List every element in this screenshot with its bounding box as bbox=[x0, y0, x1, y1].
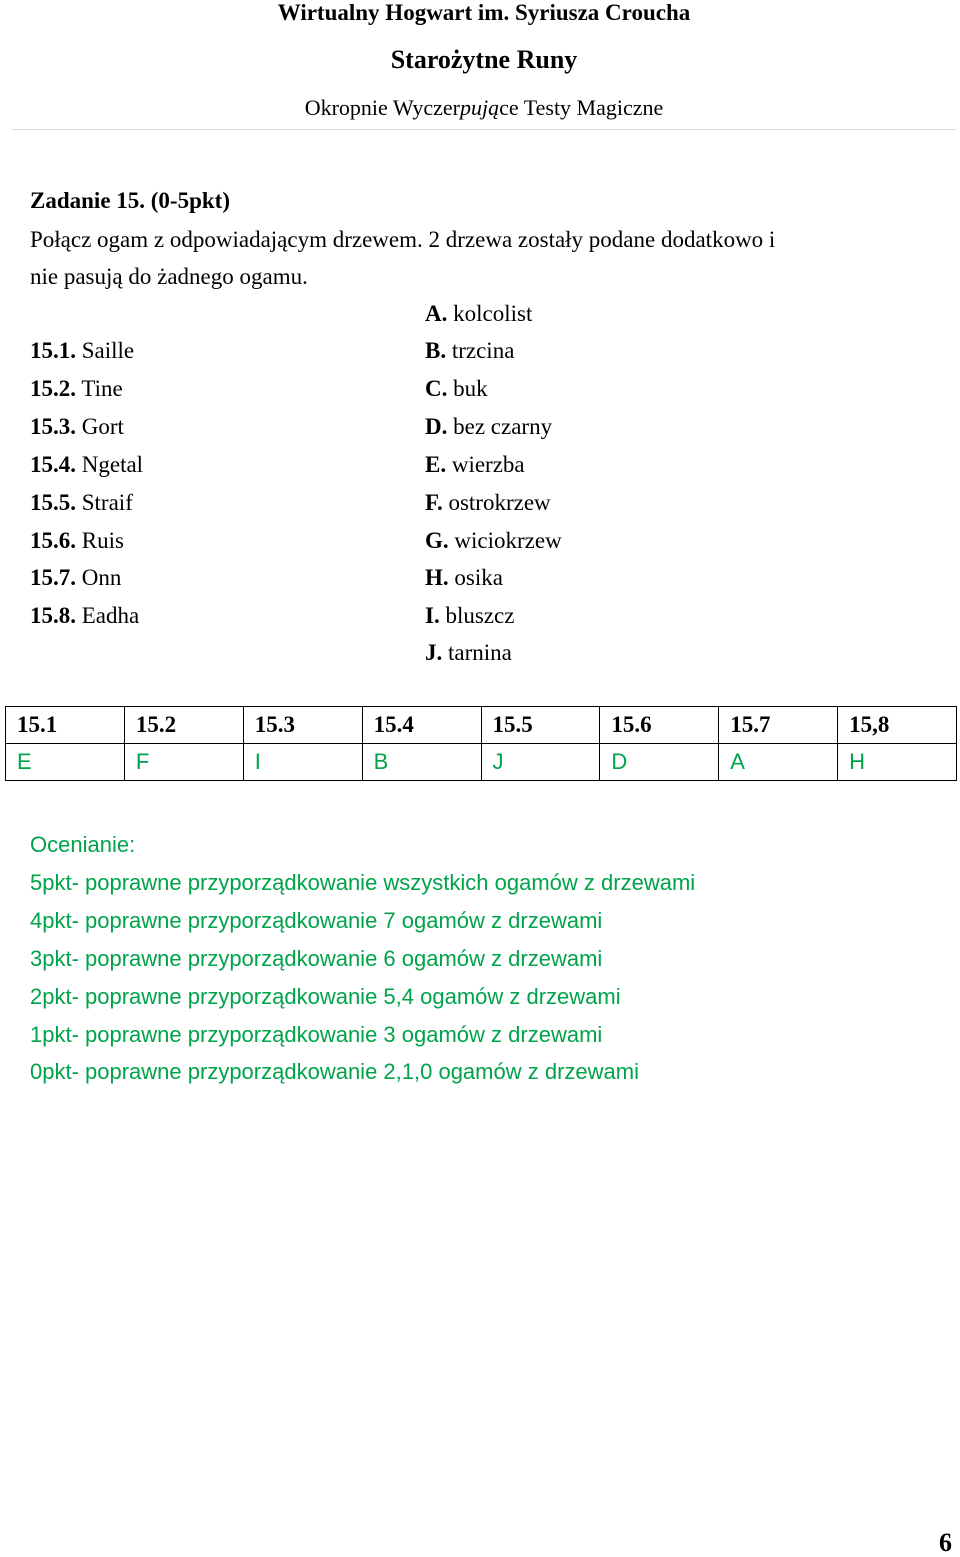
ogam-item bbox=[30, 603, 139, 629]
ogam-item bbox=[30, 376, 123, 402]
header-divider bbox=[12, 129, 956, 130]
ogam-name: Ngetal bbox=[76, 452, 144, 477]
answer-cell: A bbox=[719, 744, 838, 781]
ogam-number: 15.3. bbox=[30, 414, 76, 439]
tree-name: wiciokrzew bbox=[448, 528, 562, 553]
tree-letter: C. bbox=[425, 376, 448, 401]
grading-line: 5pkt- poprawne przyporządkowanie wszystkich ogamów z drzewami bbox=[30, 870, 696, 895]
answer-table bbox=[5, 706, 957, 781]
ogam-item bbox=[30, 528, 124, 554]
tree-item bbox=[425, 565, 503, 591]
ogam-item bbox=[30, 338, 134, 364]
answer-cell: D bbox=[600, 744, 719, 781]
ogam-number: 15.4. bbox=[30, 452, 76, 477]
tree-item bbox=[425, 490, 551, 516]
tree-letter: G. bbox=[425, 528, 449, 553]
ogam-name: Gort bbox=[76, 414, 124, 439]
subtitle-part-2: pują bbox=[459, 95, 500, 120]
tree-letter: D. bbox=[425, 414, 448, 439]
tree-name: kolcolist bbox=[447, 301, 533, 326]
ogam-name: Straif bbox=[76, 490, 133, 515]
tree-name: osika bbox=[448, 565, 503, 590]
subtitle-part-3: ce Testy Magiczne bbox=[499, 95, 664, 120]
tree-letter: I. bbox=[425, 603, 440, 628]
tree-item bbox=[425, 414, 552, 440]
page-number: 6 bbox=[939, 1528, 952, 1557]
header-school: Wirtualny Hogwart im. Syriusza Croucha bbox=[277, 0, 691, 25]
answer-header-cell: 15.6 bbox=[600, 707, 719, 744]
answer-header-cell: 15.1 bbox=[6, 707, 125, 744]
tree-letter: A. bbox=[425, 301, 448, 326]
tree-name: buk bbox=[447, 376, 488, 401]
ogam-number: 15.1. bbox=[30, 338, 76, 363]
answer-header-cell: 15.4 bbox=[362, 707, 481, 744]
tree-name: trzcina bbox=[446, 338, 515, 363]
tree-name: wierzba bbox=[446, 452, 525, 477]
answer-cell: E bbox=[6, 744, 125, 781]
tree-item bbox=[425, 528, 562, 554]
header-subject: Starożytne Runy bbox=[390, 45, 578, 74]
grading-line: 3pkt- poprawne przyporządkowanie 6 ogamów z drzewami bbox=[30, 946, 603, 971]
grading-title: Ocenianie: bbox=[30, 832, 136, 857]
ogam-item bbox=[30, 414, 124, 440]
answer-table-header-row bbox=[6, 707, 957, 744]
grading-line: 2pkt- poprawne przyporządkowanie 5,4 ogamów z drzewami bbox=[30, 984, 621, 1009]
ogam-name: Saille bbox=[76, 338, 135, 363]
tree-letter: B. bbox=[425, 338, 447, 363]
grading-line: 1pkt- poprawne przyporządkowanie 3 ogamów z drzewami bbox=[30, 1022, 603, 1047]
answer-cell: F bbox=[124, 744, 243, 781]
answer-header-cell: 15.2 bbox=[124, 707, 243, 744]
ogam-number: 15.2. bbox=[30, 376, 76, 401]
answer-cell: B bbox=[362, 744, 481, 781]
tree-item bbox=[425, 376, 488, 402]
ogam-number: 15.5. bbox=[30, 490, 76, 515]
tree-item bbox=[425, 640, 512, 666]
task-title: Zadanie 15. (0-5pkt) bbox=[30, 188, 230, 213]
header-subtitle bbox=[0, 95, 960, 121]
grading-line: 0pkt- poprawne przyporządkowanie 2,1,0 ogamów z drzewami bbox=[30, 1059, 639, 1084]
ogam-item bbox=[30, 452, 143, 478]
ogam-number: 15.8. bbox=[30, 603, 76, 628]
tree-item bbox=[425, 603, 514, 629]
answer-header-cell: 15.5 bbox=[481, 707, 600, 744]
ogam-number: 15.7. bbox=[30, 565, 76, 590]
tree-letter: H. bbox=[425, 565, 449, 590]
task-instruction-line-1: Połącz ogam z odpowiadającym drzewem. 2 drzewa zostały podane dodatkowo i bbox=[30, 227, 776, 252]
grading-line: 4pkt- poprawne przyporządkowanie 7 ogamów z drzewami bbox=[30, 908, 603, 933]
tree-name: bluszcz bbox=[439, 603, 515, 628]
answer-header-cell: 15,8 bbox=[838, 707, 957, 744]
task-instruction-line-2: nie pasują do żadnego ogamu. bbox=[30, 264, 308, 289]
answer-header-cell: 15.3 bbox=[243, 707, 362, 744]
tree-item bbox=[425, 452, 525, 478]
tree-item bbox=[425, 338, 514, 364]
answer-cell: I bbox=[243, 744, 362, 781]
tree-name: bez czarny bbox=[447, 414, 553, 439]
tree-letter: E. bbox=[425, 452, 447, 477]
subtitle-part-1: Okropnie Wyczer bbox=[304, 95, 460, 120]
answer-table-row bbox=[6, 744, 957, 781]
answer-cell: J bbox=[481, 744, 600, 781]
tree-letter: F. bbox=[425, 490, 443, 515]
ogam-number: 15.6. bbox=[30, 528, 76, 553]
ogam-name: Ruis bbox=[76, 528, 124, 553]
answer-header-cell: 15.7 bbox=[719, 707, 838, 744]
ogam-name: Tine bbox=[76, 376, 123, 401]
tree-name: ostrokrzew bbox=[442, 490, 551, 515]
tree-letter: J. bbox=[425, 640, 443, 665]
tree-item bbox=[425, 301, 532, 327]
ogam-item bbox=[30, 490, 133, 516]
ogam-name: Eadha bbox=[76, 603, 140, 628]
ogam-name: Onn bbox=[76, 565, 122, 590]
ogam-item bbox=[30, 565, 121, 591]
tree-name: tarnina bbox=[442, 640, 512, 665]
answer-cell: H bbox=[838, 744, 957, 781]
